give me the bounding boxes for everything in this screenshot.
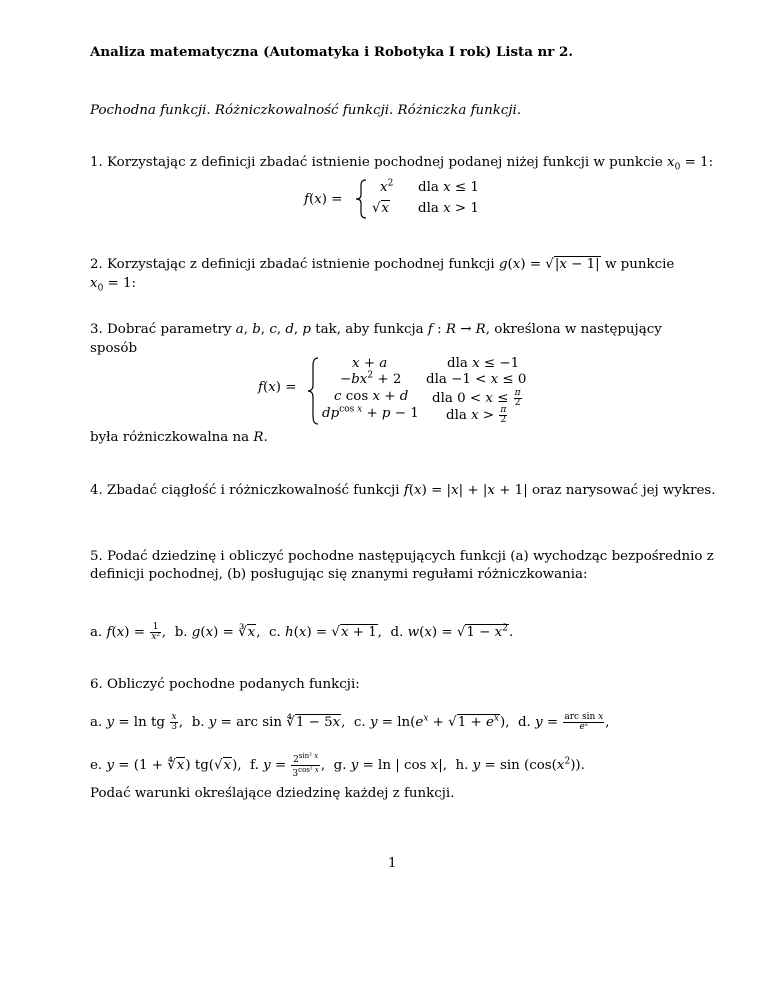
task-1-case2-expr: √x: [372, 201, 390, 216]
task-3-lhs: f(x) =: [258, 380, 297, 395]
task-3-row1-expr: x + a: [352, 356, 388, 371]
task-2-line1: 2. Korzystając z definicji zbadać istnienie pochodnej funkcji g(x) = √|x − 1| w punkcie: [90, 257, 675, 272]
task-2-line2: $x_0 = 1$:: [90, 276, 137, 294]
task-3-row2-cond: dla −1 < x ≤ 0: [426, 372, 527, 387]
task-1-brace: [354, 179, 368, 219]
task-1-case1-cond: dla x ≤ 1: [418, 180, 479, 195]
task-5-line2: definicji pochodnej, (b) posługując się znanymi regułami różniczkowania:: [90, 567, 588, 582]
task-6-footer: Podać warunki określające dziedzinę każdej z funkcji.: [90, 786, 455, 801]
task-3-row4-expr: $dp^{cos x} + p - 1$: [322, 404, 419, 421]
task-1-text: 1. Korzystając z definicji zbadać istnienie pochodnej podanej niżej funkcji w punkcie $x_0 = 1$:: [90, 155, 714, 173]
task-3-row2-expr: $-bx^2 + 2$: [340, 370, 402, 387]
task-5-items: a. f(x) = $\frac{1}{\text{x²}}$ , b. g(x) = ∛x, c. h(x) = √x + 1, d. $w(x) = √1 - x^2$.: [90, 622, 514, 642]
task-4-text: 4. Zbadać ciągłość i różniczkowalność funkcji f(x) = |x| + |x + 1| oraz narysować jej wykres.: [90, 483, 716, 498]
task-3-row1-cond: dla x ≤ −1: [447, 356, 520, 371]
task-3-end: była różniczkowalna na R.: [90, 430, 268, 445]
task-1-case2-cond: dla x > 1: [418, 201, 479, 216]
task-3-line2: sposób: [90, 341, 138, 356]
page-number: 1: [388, 856, 397, 871]
task-1-lhs: f(x) =: [304, 192, 343, 207]
task-3-row4-cond: dla x > $\frac{\pi}{2}$: [446, 405, 507, 425]
task-3-line1: 3. Dobrać parametry a, b, c, d, p tak, aby funkcja f : R → R, określona w następujący: [90, 322, 662, 337]
task-6-title: 6. Obliczyć pochodne podanych funkcji:: [90, 677, 360, 692]
task-1-case1-expr: $x^2$: [380, 178, 394, 195]
page-subtitle: Pochodna funkcji. Różniczkowalność funkcji. Różniczka funkcji.: [90, 103, 522, 118]
task-3-row3-cond: dla 0 < x ≤ $\frac{\pi}{2}$: [432, 388, 521, 408]
task-5-line1: 5. Podać dziedzinę i obliczyć pochodne następujących funkcji (a) wychodząc bezpośrednio z: [90, 549, 714, 564]
page-header: Analiza matematyczna (Automatyka i Robotyka I rok) Lista nr 2.: [90, 44, 573, 60]
task-3-brace: [306, 357, 320, 425]
task-6-row2: e. y = (1 + ∜x) tg(√x), f. y = $\frac{2^{sin^2 x}}{3^{cos^2 x}}$ , g. y = ln | cos x|, h. $y = \sin (\cos(x^2))$.: [90, 752, 585, 779]
task-3-row3-expr: c cos x + d: [334, 389, 409, 404]
task-6-row1: a. y = ln tg $\frac{x}{3}$ , b. y = arc sin ∜1 − 5x, c. $y = \ln(e^x + √1 + e^x)$, d. y = $\frac{\text{arc sin x}}{\text{eˣ}}$ ,: [90, 712, 610, 732]
